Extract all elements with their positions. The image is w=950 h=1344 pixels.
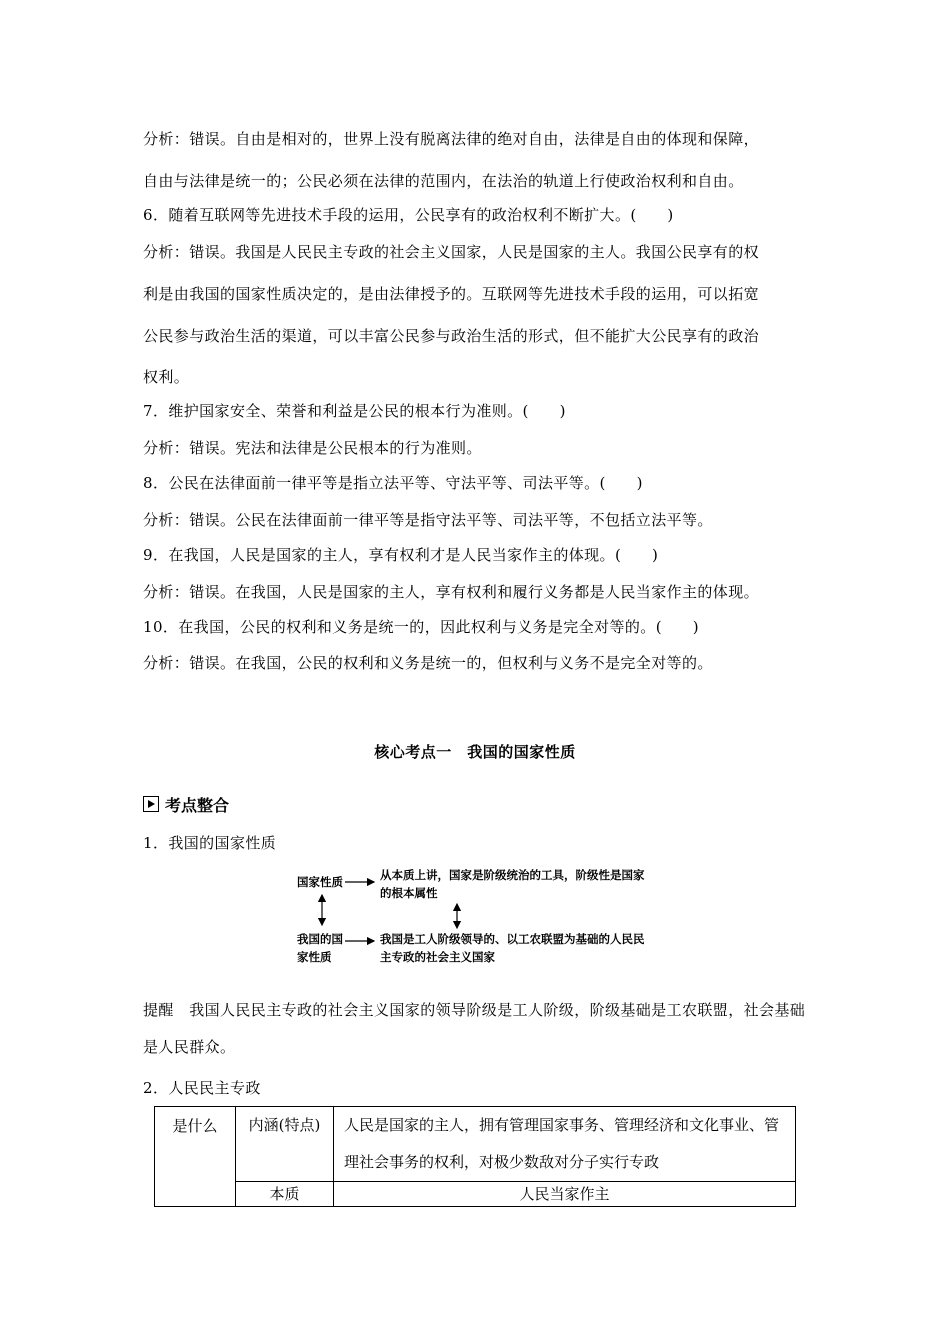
table-row-head: 是什么 — [155, 1107, 236, 1207]
analysis-line: 权利。 — [143, 368, 190, 386]
diagram-node-state-nature: 国家性质 — [297, 875, 343, 889]
diagram-node-essence: 从本质上讲，国家是阶级统治的工具，阶级性是国家的根本属性 — [380, 868, 645, 900]
dictatorship-table — [154, 1106, 796, 1207]
core-heading: 核心考点一 我国的国家性质 — [374, 743, 576, 761]
section-title — [143, 793, 229, 815]
section-title-text: 考点整合 — [165, 795, 230, 815]
analysis-line: 分析：错误。在我国，公民的权利和义务是统一的，但权利与义务不是完全对等的。 — [143, 654, 713, 672]
diagram-node-our-state: 我国是工人阶级领导的、以工农联盟为基础的人民民主专政的社会主义国家 — [380, 932, 645, 964]
question-7: 7．维护国家安全、荣誉和利益是公民的根本行为准则。( ) — [143, 402, 566, 420]
analysis-line: 分析：错误。自由是相对的，世界上没有脱离法律的绝对自由，法律是自由的体现和保障， — [143, 130, 760, 148]
question-8: 8．公民在法律面前一律平等是指立法平等、守法平等、司法平等。( ) — [143, 474, 643, 492]
item-1-title: 1．我国的国家性质 — [143, 834, 277, 852]
question-6: 6．随着互联网等先进技术手段的运用，公民享有的政治权利不断扩大。( ) — [143, 206, 674, 224]
analysis-line: 分析：错误。宪法和法律是公民根本的行为准则。 — [143, 439, 482, 457]
analysis-line: 分析：错误。我国是人民民主专政的社会主义国家，人民是国家的主人。我国公民享有的权 — [143, 243, 760, 261]
play-triangle-icon — [143, 796, 159, 812]
item-2-title: 2．人民民主专政 — [143, 1079, 261, 1097]
analysis-line: 分析：错误。在我国，人民是国家的主人，享有权利和履行义务都是人民当家作主的体现。 — [143, 583, 760, 601]
state-nature-diagram — [292, 862, 662, 972]
question-10: 10．在我国，公民的权利和义务是统一的，因此权利与义务是完全对等的。( ) — [143, 618, 699, 636]
table-cell-value: 人民当家作主 — [334, 1182, 796, 1207]
diagram-node-our-state-nature: 我国的国家性质 — [297, 932, 343, 964]
question-9: 9．在我国，人民是国家的主人，享有权利才是人民当家作主的体现。( ) — [143, 546, 659, 564]
table-cell-label: 内涵(特点) — [236, 1107, 334, 1182]
analysis-line: 自由与法律是统一的；公民必须在法律的范围内，在法治的轨道上行使政治权利和自由。 — [143, 172, 744, 190]
table-cell-value: 人民是国家的主人，拥有管理国家事务、管理经济和文化事业、管理社会事务的权利，对极少数敌对分子实行专政 — [334, 1107, 796, 1182]
analysis-line: 分析：错误。公民在法律面前一律平等是指守法平等、司法平等，不包括立法平等。 — [143, 511, 713, 529]
table-row — [155, 1182, 796, 1207]
analysis-line: 利是由我国的国家性质决定的，是由法律授予的。互联网等先进技术手段的运用，可以拓宽 — [143, 285, 760, 303]
table-row — [155, 1107, 796, 1182]
analysis-line: 公民参与政治生活的渠道，可以丰富公民参与政治生活的形式，但不能扩大公民享有的政治 — [143, 327, 760, 345]
table-cell-label: 本质 — [236, 1182, 334, 1207]
tip-paragraph: 提醒 我国人民民主专政的社会主义国家的领导阶级是工人阶级，阶级基础是工农联盟，社会基础是人民群众。 — [143, 1001, 806, 1056]
